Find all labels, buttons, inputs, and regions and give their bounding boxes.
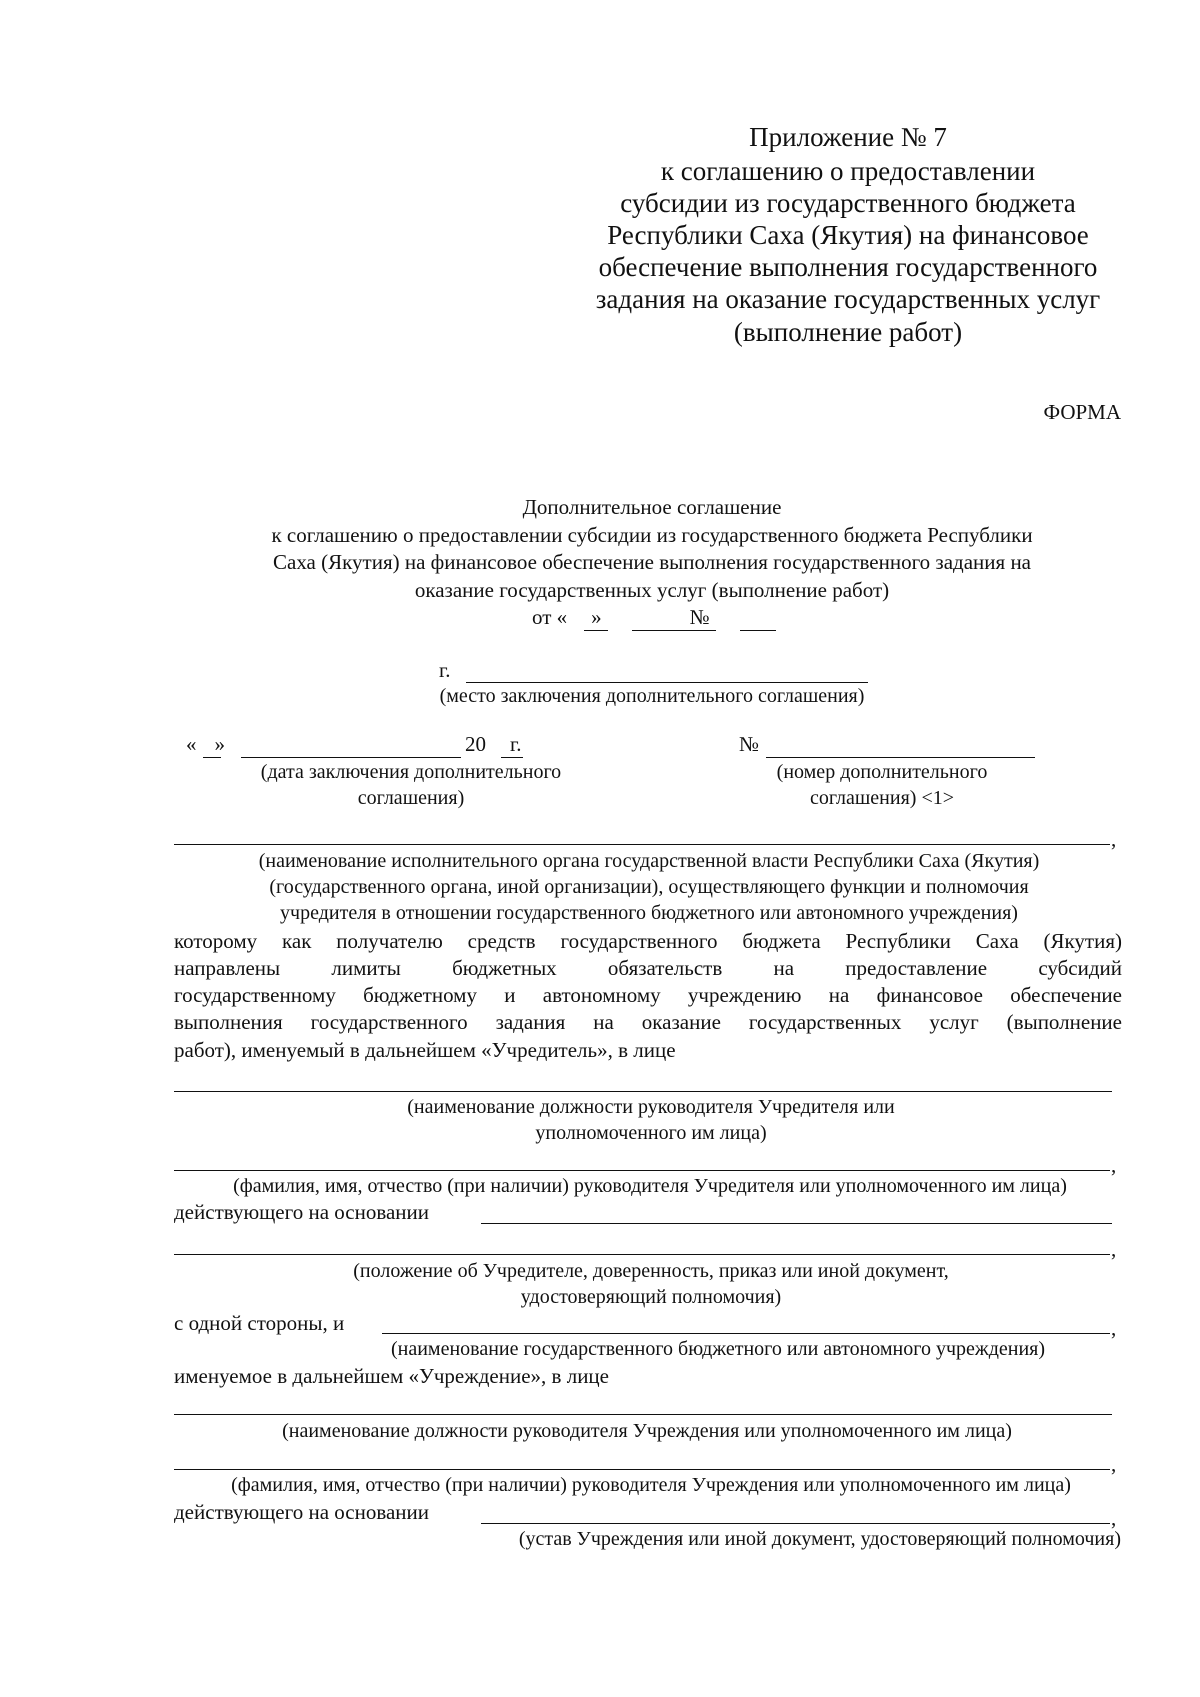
- founder-caption: (государственного органа, иной организации), осуществляющего функции и полномочия: [269, 876, 1029, 898]
- founder-basis-caption: (положение об Учредителе, доверенность, приказ или иной документ,: [353, 1260, 949, 1282]
- date-caption: соглашения): [357, 787, 465, 809]
- number-caption: (номер дополнительного: [776, 761, 988, 783]
- body-line: государственному бюджетному и автономному учреждению на финансовое обеспечение: [174, 983, 1122, 1007]
- comma: ,: [1111, 1153, 1117, 1177]
- number-caption: соглашения) <1>: [809, 787, 955, 809]
- comma: ,: [1111, 1452, 1117, 1476]
- place-blank[interactable]: [466, 682, 868, 683]
- appendix-line: (выполнение работ): [733, 317, 963, 347]
- one-side-label: с одной стороны, и: [174, 1311, 345, 1335]
- appendix-line: задания на оказание государственных услуг: [595, 284, 1101, 314]
- city-prefix: г.: [439, 658, 451, 682]
- title-date-number: от « » №: [532, 605, 710, 629]
- founder-basis-blank[interactable]: [481, 1223, 1112, 1224]
- agreement-number-blank[interactable]: [766, 757, 1035, 758]
- appendix-line: субсидии из государственного бюджета: [620, 188, 1076, 218]
- signing-month-blank[interactable]: [241, 757, 461, 758]
- comma: ,: [1111, 1316, 1117, 1340]
- month-year-blank[interactable]: [632, 630, 716, 631]
- appendix-line: обеспечение выполнения государственного: [598, 252, 1098, 282]
- document-title: Дополнительное соглашение: [522, 495, 782, 519]
- date-caption: (дата заключения дополнительного: [260, 761, 562, 783]
- institution-basis-caption: (устав Учреждения или иной документ, удостоверяющий полномочия): [518, 1528, 1121, 1550]
- founder-caption: учредителя в отношении государственного бюджетного или автономного учреждения): [280, 902, 1018, 924]
- title-line: оказание государственных услуг (выполнение работ): [414, 578, 890, 602]
- institution-position-caption: (наименование должности руководителя Учреждения или уполномоченного им лица): [282, 1420, 1012, 1442]
- founder-head-name-blank[interactable]: [174, 1170, 1110, 1171]
- signing-date: « » 20 г.: [186, 732, 522, 756]
- founder-position-caption: уполномоченного им лица): [535, 1122, 767, 1144]
- body-line: выполнения государственного задания на оказание государственных услуг (выполнение: [174, 1010, 1122, 1034]
- appendix-line: к соглашению о предоставлении: [660, 156, 1036, 186]
- institution-alias: именуемое в дальнейшем «Учреждение», в лице: [174, 1364, 609, 1388]
- appendix-line: Республики Саха (Якутия) на финансовое: [607, 220, 1089, 250]
- founder-basis-caption: удостоверяющий полномочия): [520, 1286, 782, 1308]
- institution-basis-blank[interactable]: [481, 1523, 1110, 1524]
- institution-caption: (наименование государственного бюджетного или автономного учреждения): [390, 1338, 1046, 1360]
- signing-year-blank[interactable]: [501, 757, 523, 758]
- title-line: к соглашению о предоставлении субсидии из государственного бюджета Республики: [271, 523, 1033, 547]
- institution-head-name-blank[interactable]: [174, 1469, 1110, 1470]
- appendix-title: Приложение № 7: [749, 122, 947, 152]
- title-line: Саха (Якутия) на финансовое обеспечение выполнения государственного задания на: [273, 550, 1031, 574]
- day-blank[interactable]: [584, 630, 608, 631]
- place-caption: (место заключения дополнительного соглашения): [439, 685, 865, 707]
- institution-position-blank[interactable]: [174, 1414, 1112, 1415]
- comma: ,: [1111, 1237, 1117, 1261]
- founder-name-blank[interactable]: [174, 844, 1110, 845]
- form-label: ФОРМА: [1043, 400, 1121, 424]
- number-blank[interactable]: [740, 630, 776, 631]
- signing-day-blank[interactable]: [203, 757, 221, 758]
- comma: ,: [1111, 1506, 1117, 1530]
- founder-head-caption: (фамилия, имя, отчество (при наличии) руководителя Учредителя или уполномоченного им лица): [233, 1175, 1067, 1197]
- basis-label: действующего на основании: [174, 1200, 430, 1224]
- basis-label: действующего на основании: [174, 1500, 430, 1524]
- body-line: работ), именуемый в дальнейшем «Учредитель», в лице: [174, 1038, 676, 1062]
- body-line: направлены лимиты бюджетных обязательств на предоставление субсидий: [174, 956, 1122, 980]
- institution-name-blank[interactable]: [382, 1333, 1110, 1334]
- founder-caption: (наименование исполнительного органа государственной власти Республики Саха (Якутия): [258, 850, 1040, 872]
- agreement-number-sign: №: [739, 732, 760, 756]
- founder-position-blank[interactable]: [174, 1091, 1112, 1092]
- institution-head-caption: (фамилия, имя, отчество (при наличии) руководителя Учреждения или уполномоченного им лица): [231, 1474, 1071, 1496]
- comma: ,: [1111, 827, 1117, 851]
- founder-position-caption: (наименование должности руководителя Учредителя или: [407, 1096, 895, 1118]
- founder-basis-blank-2[interactable]: [174, 1254, 1110, 1255]
- body-line: которому как получателю средств государственного бюджета Республики Саха (Якутия): [174, 929, 1122, 953]
